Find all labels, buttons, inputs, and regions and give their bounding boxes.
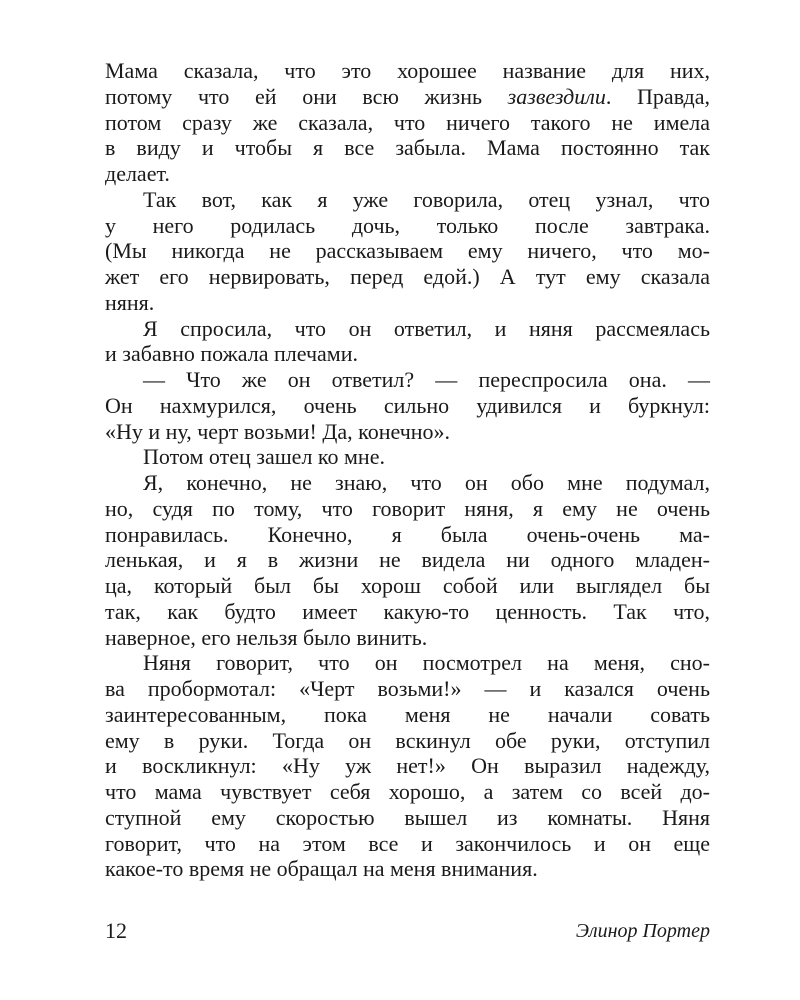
text-segment: . Правда,: [605, 83, 710, 109]
text-line: ленькая, и я в жизни не видела ни одного младен-: [105, 547, 710, 573]
text-line: ца, который был бы хорош собой или выглядел бы: [105, 573, 710, 598]
running-footer-author: Элинор Портер: [575, 920, 710, 942]
text-line: потом сразу же сказала, что ничего такого не имела: [105, 109, 710, 135]
text-line: в виду и чтобы я все забыла. Мама постоянно так: [105, 135, 710, 161]
text-line: но, судя по тому, что говорит няня, я ему не очень: [105, 495, 710, 521]
page-footer: [105, 918, 710, 944]
book-page-text: [105, 58, 710, 882]
text-line: заинтересованным, пока меня не начали совать: [105, 701, 710, 727]
text-line: няня.: [105, 289, 155, 315]
text-line: — Что же он ответил? — переспросила она. —: [143, 367, 710, 392]
text-line: «Ну и ну, черт возьми! Да, конечно».: [105, 418, 451, 444]
text-line: жет его нервировать, перед едой.) А тут ему сказала: [105, 264, 710, 289]
text-line: Потом отец зашел ко мне.: [143, 444, 385, 470]
text-line: так, как будто имеет какую-то ценность. Так что,: [105, 598, 710, 624]
text-line: Мама сказала, что это хорошее название для них,: [105, 58, 710, 83]
text-line: Я спросила, что он ответил, и няня рассмеялась: [143, 315, 710, 341]
text-line: наверное, его нельзя было винить.: [105, 624, 428, 650]
text-line: какое-то время не обращал на меня внимания.: [105, 856, 538, 882]
text-line: [105, 84, 710, 110]
text-line: Няня говорит, что он посмотрел на меня, сно-: [143, 650, 710, 676]
text-line: делает.: [105, 161, 170, 186]
text-line: ему в руки. Тогда он вскинул обе руки, отступил: [105, 727, 710, 753]
text-line: Он нахмурился, очень сильно удивился и буркнул:: [105, 392, 710, 418]
text-line: говорит, что на этом все и закончилось и он еще: [105, 830, 710, 856]
page-number: 12: [105, 918, 127, 943]
text-line: (Мы никогда не рассказываем ему ничего, что мо-: [105, 238, 710, 264]
text-line: у него родилась дочь, только после завтрака.: [105, 212, 710, 238]
text-segment: потому что ей они всю жизнь: [105, 83, 508, 109]
text-line: и воскликнул: «Ну уж нет!» Он выразил надежду,: [105, 753, 710, 779]
text-line: ва пробормотал: «Черт возьми!» — и казался очень: [105, 676, 710, 701]
text-line: Я, конечно, не знаю, что он обо мне подумал,: [143, 470, 710, 495]
text-line: ступной ему скоростью вышел из комнаты. Няня: [105, 804, 710, 830]
text-line: понравилась. Конечно, я была очень-очень ма-: [105, 521, 710, 547]
text-line: и забавно пожала плечами.: [105, 341, 358, 367]
text-line: Так вот, как я уже говорила, отец узнал, что: [143, 186, 710, 212]
italic-word: зазвездили: [507, 83, 606, 109]
text-line: что мама чувствует себя хорошо, а затем со всей до-: [105, 779, 710, 804]
